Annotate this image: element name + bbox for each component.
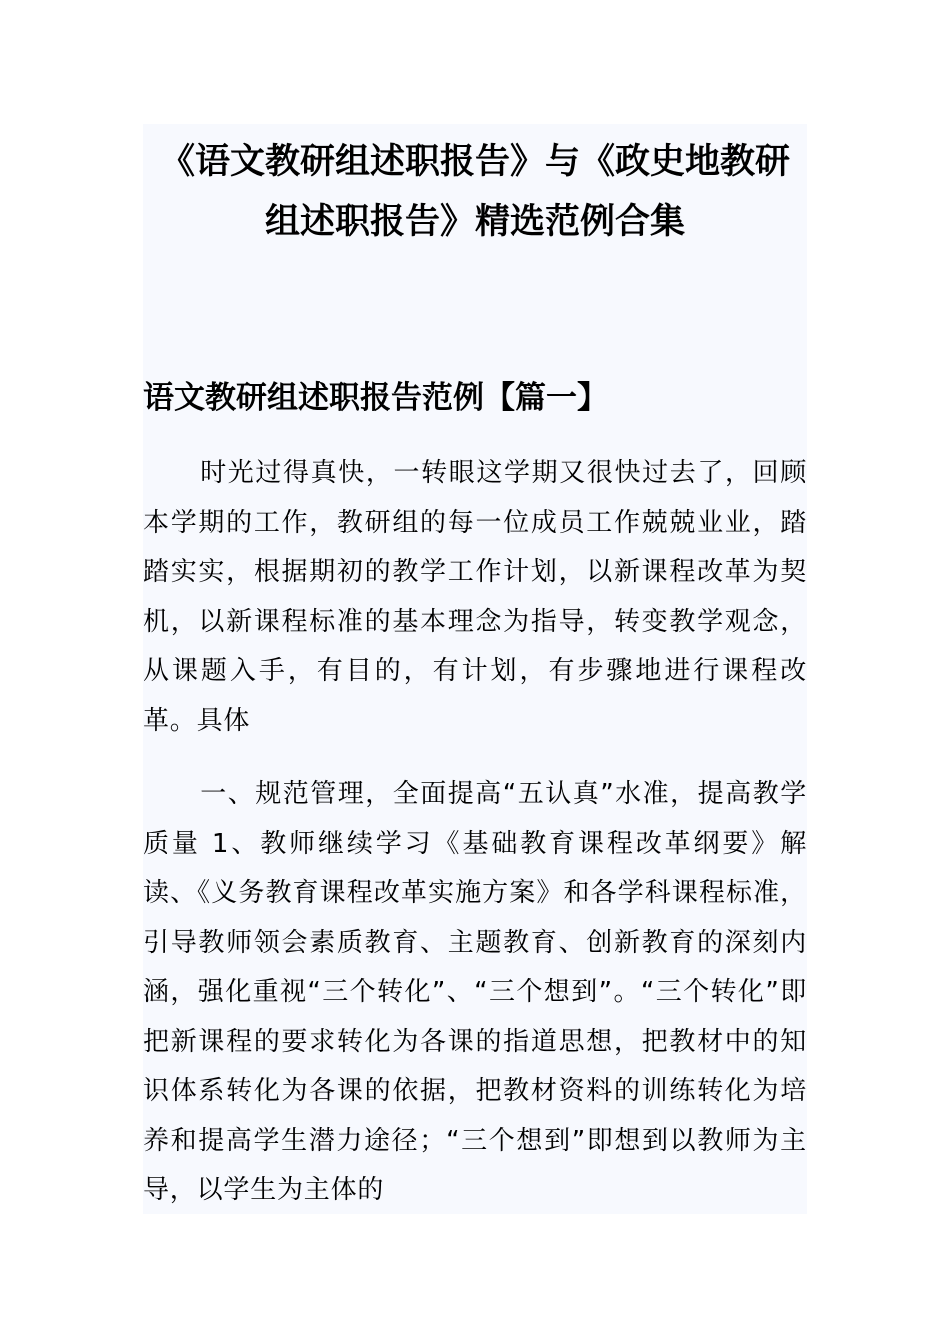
body-paragraph-2: 一、规范管理，全面提高“五认真”水准，提高教学质量 1、教师继续学习《基础教育课程改革纲要》解读、《义务教育课程改革实施方案》和各学科课程标准，引导教师领会素质教育、主题教育、创新教育的深刻内涵，强化重视“三个转化”、“三个想到”。“三个转化”即把新课程的要求转化为各课的指道思想，把教材中的知识体系转化为各课的依据，把教材资料的训练转化为培养和提高学生潜力途径；“三个想到”即想到以教师为主导，以学生为主体的 — [143, 779, 807, 1205]
document-title: 《语文教研组述职报告》与《政史地教研组述职报告》精选范例合集 — [159, 142, 790, 242]
section-heading: 语文教研组述职报告范例【篇一】 — [143, 380, 608, 416]
body-paragraph-1: 时光过得真快，一转眼这学期又很快过去了，回顾本学期的工作，教研组的每一位成员工作兢兢业业，踏踏实实，根据期初的教学工作计划，以新课程改革为契机，以新课程标准的基本理念为指导，转变教学观念，从课题入手，有目的，有计划，有步骤地进行课程改革。具体 — [143, 458, 807, 736]
